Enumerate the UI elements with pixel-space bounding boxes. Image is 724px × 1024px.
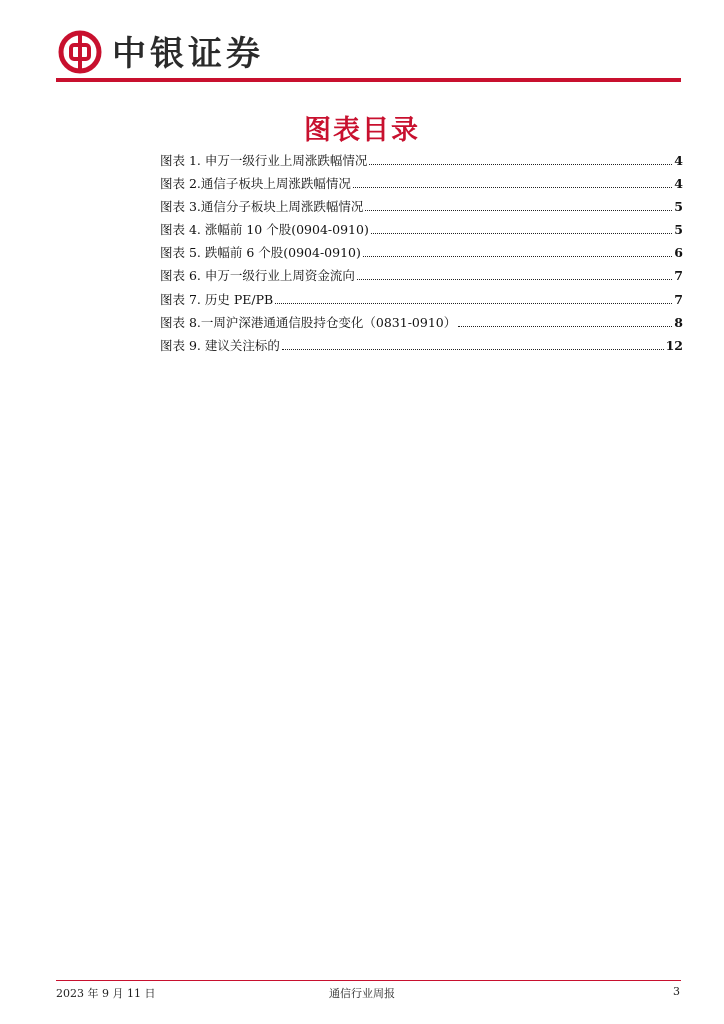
footer-date: 2023 年 9 月 11 日 [56,987,156,1000]
toc-entry-page: 6 [674,245,683,261]
toc-entry[interactable] [160,266,683,289]
toc-entry-label: 图表 1. 申万一级行业上周涨跌幅情况 [160,153,368,168]
toc-entry-page: 7 [674,291,683,307]
toc-entry-label: 图表 6. 申万一级行业上周资金流向 [160,268,355,284]
toc-entry-label: 图表 8.一周沪深港通通信股持仓变化（0831-0910） [160,314,457,330]
toc-leader [371,224,672,234]
toc-entry-label: 图表 7. 历史 PE/PB [160,291,274,307]
toc-entry-page: 12 [665,337,683,353]
footer-report-name: 通信行业周报 [329,987,395,1000]
toc-entry[interactable] [160,290,683,313]
toc-leader [458,317,672,327]
toc-entry[interactable] [160,243,683,266]
toc-entry-label: 图表 2.通信子板块上周涨跌幅情况 [160,176,351,192]
header-divider [56,78,681,82]
bank-of-china-logo-icon [58,30,102,74]
toc-entry[interactable] [160,220,683,243]
toc-entry-page: 7 [674,268,683,284]
toc-leader [363,247,672,257]
footer-page-number: 3 [673,985,680,998]
toc-entry-page: 4 [674,153,683,168]
toc-entry-page: 8 [674,314,683,330]
toc-leader [369,155,672,165]
toc-leader [275,294,672,304]
toc-entry[interactable] [160,197,683,220]
toc-list [160,151,683,359]
toc-entry-page: 5 [674,199,683,215]
page-header [56,28,681,84]
toc-entry[interactable] [160,313,683,336]
toc-entry[interactable] [160,336,683,359]
toc-entry[interactable] [160,151,683,174]
toc-entry-label: 图表 9. 建议关注标的 [160,337,280,353]
toc-title: 图表目录 [304,115,420,146]
toc-leader [357,270,672,280]
toc-entry[interactable] [160,174,683,197]
toc-leader [282,340,664,350]
toc-entry-label: 图表 3.通信分子板块上周涨跌幅情况 [160,199,364,215]
toc-entry-page: 5 [674,222,683,238]
toc-entry-page: 4 [674,176,683,192]
brand-name: 中银证券 [112,34,264,74]
toc-leader [365,201,672,211]
toc-leader [353,178,672,188]
footer-divider [56,980,681,981]
toc-entry-label: 图表 5. 跌幅前 6 个股(0904-0910) [160,245,361,261]
toc-entry-label: 图表 4. 涨幅前 10 个股(0904-0910) [160,222,369,238]
